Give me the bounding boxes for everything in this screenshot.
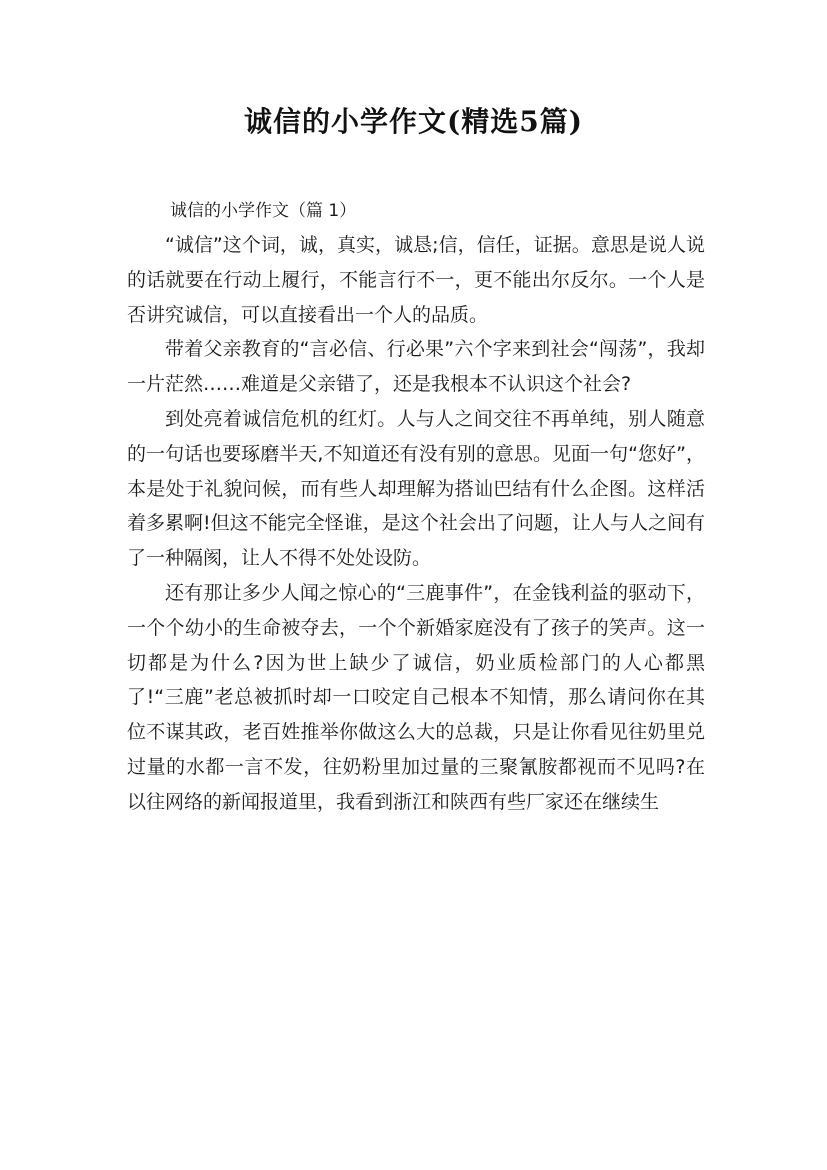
paragraph-2: 带着父亲教育的“言必信、行必果”六个字来到社会“闯荡”，我却一片茫然……难道是父亲错了，还是我根本不认识这个社会? [127, 338, 705, 396]
paragraph-4: 还有那让多少人闻之惊心的“三鹿事件”，在金钱利益的驱动下，一个个幼小的生命被夺去，一个个新婚家庭没有了孩子的笑声。这一切都是为什么?因为世上缺少了诚信，奶业质检部门的人心都黑了!“三鹿”老总被抓时却一口咬定自己根本不知情，那么请问你在其位不谋其政，老百姓推举你做这么大的总裁，只是让你看见往奶里兑过量的水都一言不发，往奶粉里加过量的三聚氰胺都视而不见吗?在以往网络的新闻报道里，我看到浙江和陕西有些厂家还在继续生 [127, 581, 705, 813]
document-title: 诚信的小学作文(精选5篇) [244, 105, 583, 138]
section-heading: 诚信的小学作文（篇 1） [170, 201, 357, 221]
paragraph-1: “诚信”这个词，诚，真实，诚恳;信，信任，证据。意思是说人说的话就要在行动上履行，不能言行不一，更不能出尔反尔。一个人是否讲究诚信，可以直接看出一个人的品质。 [127, 234, 705, 326]
article-body [127, 228, 705, 820]
paragraph-3: 到处亮着诚信危机的红灯。人与人之间交往不再单纯，别人随意的一句话也要琢磨半天,不知道还有没有别的意思。见面一句“您好”，本是处于礼貌问候，而有些人却理解为搭讪巴结有什么企图。这样活着多累啊!但这不能完全怪谁，是这个社会出了问题，让人与人之间有了一种隔阂，让人不得不处处设防。 [127, 407, 705, 570]
